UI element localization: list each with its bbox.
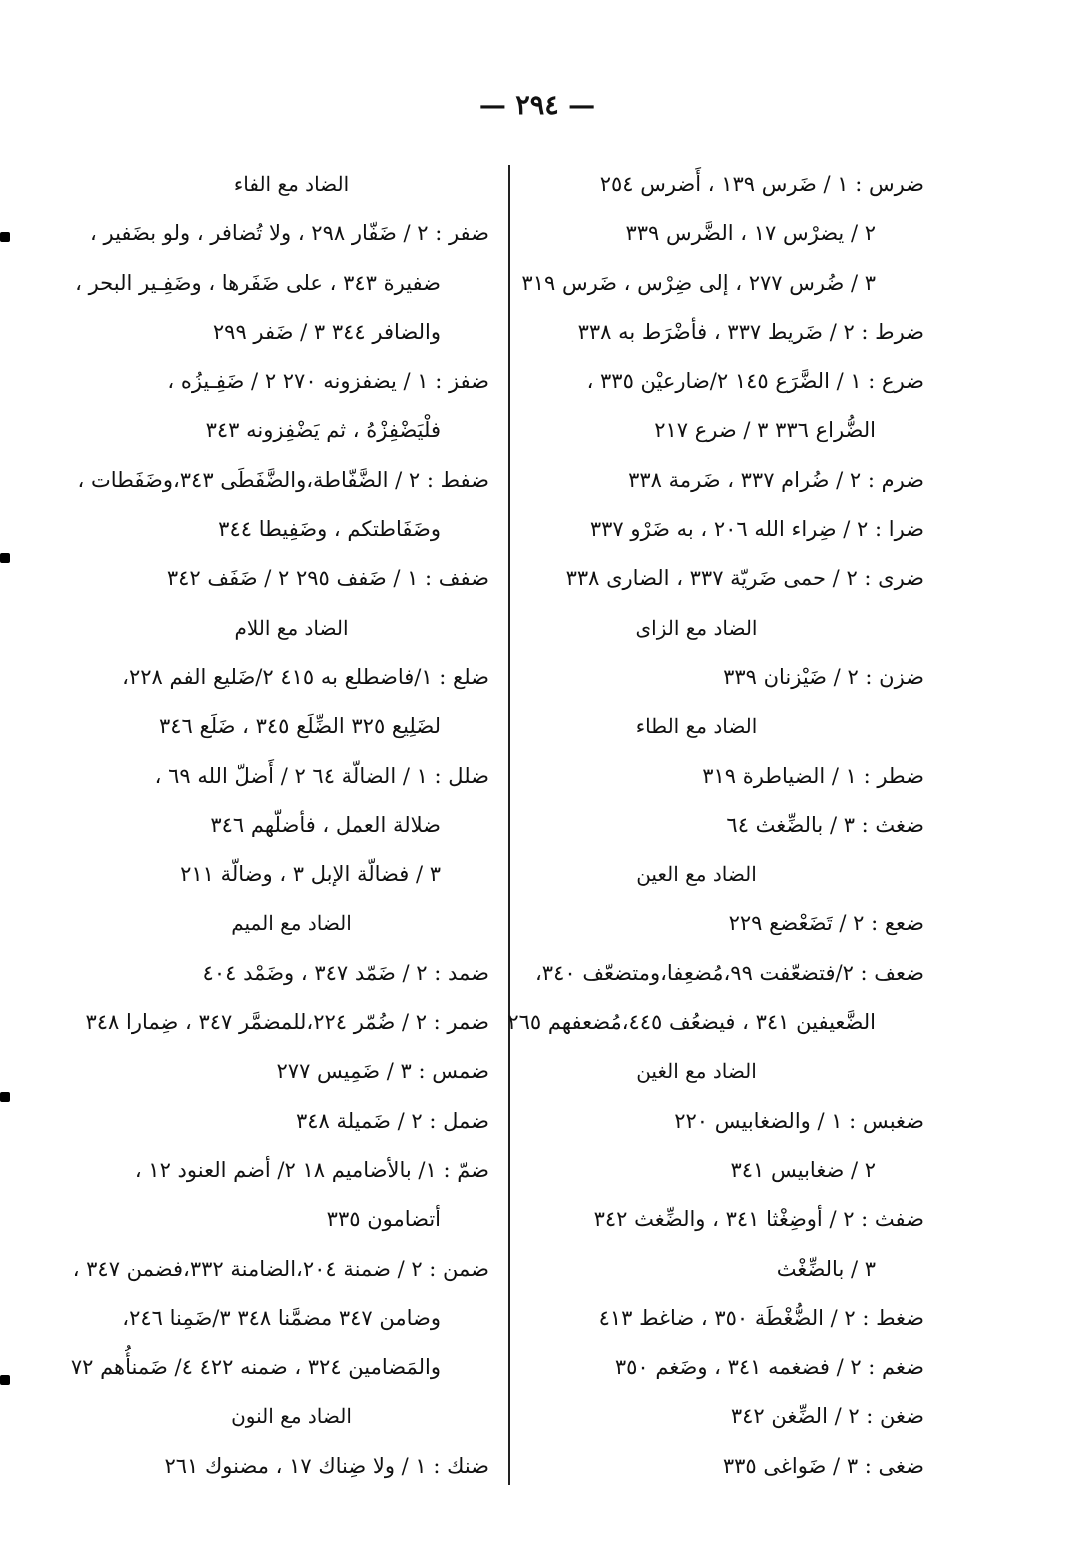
index-entry: ضفث : ٢ / أوضِغْثا ٣٤١ ، والضِّغث ٣٤٢ [593,1207,924,1232]
section-heading: الضاد مع الغين [636,1059,757,1084]
index-entry: ضطر : ١ / الضياطرة ٣١٩ [702,763,924,788]
index-entry: ضعع : ٢ / تَضَعْضع ٢٢٩ [728,911,924,936]
index-entry: ضمد : ٢ / ضَمّد ٣٤٧ ، وضَمْد ٤٠٤ [202,960,489,985]
index-entry: ضنك : ١ / ولا ضِناك ١٧ ، مضنوك ٢٦١ [164,1453,489,1478]
index-entry: ضغن : ٢ / الضِّغن ٣٤٢ [730,1404,924,1429]
edge-mark [0,1375,10,1385]
index-entry: ٣ / بالضِّغْث [776,1256,876,1281]
index-entry: وضامن ٣٤٧ مضمَّنا ٣٤٨ ٣/ضَمِنا ٢٤٦، [122,1305,441,1330]
index-entry: الضُّراع ٣٣٦ ٣ / ضرع ٢١٧ [654,418,876,443]
index-entry: الضَّعيفين ٣٤١ ، فيضعُف ٤٤٥،مُضعفهم ٢٦٥ [507,1010,876,1035]
index-entry: ضفيرة ٣٤٣ ، على ضَفَرها ، وضَفِـير البحر ، [75,270,441,295]
index-entry: وضَفَاطتكم ، وضَفِيطا ٣٤٤ [218,517,441,542]
index-entry: لضَلِيع ٣٢٥ الضِّلَع ٣٤٥ ، ضَلَع ٣٤٦ [159,714,441,739]
index-entry: ضفر : ٢ / ضَفّار ٢٩٨ ، ولا تُضافر ، ولو بضَفير ، [90,221,489,246]
section-heading: الضاد مع الميم [231,911,352,936]
index-entry: ضلل : ١ / الضالّة ٦٤ ٢ / أَضلّ الله ٦٩ ، [154,763,489,788]
index-entry: ضغى : ٣ / ضَواغى ٣٣٥ [722,1453,924,1478]
index-entry: فلْيَضْفِزْهُ ، ثم يَضْفِزونه ٣٤٣ [205,418,441,443]
index-entry: والضافر ٣٤٤ ٣ / ضَفر ٢٩٩ [212,319,441,344]
index-entry: ٢ / ضغابيس ٣٤١ [730,1157,876,1182]
index-entry: ضرا : ٢ / ضِراء الله ٢٠٦ ، به ضَرْو ٣٣٧ [589,517,924,542]
index-entry: ضرم : ٢ / ضُرام ٣٣٧ ، ضَرمة ٣٣٨ [628,467,924,492]
index-entry: ٣ / ضُرس ٢٧٧ ، إلى ضِرْس ، ضَرس ٣١٩ [521,270,876,295]
index-entry: ضغث : ٣ / بالضِّغث ٦٤ [726,812,924,837]
section-heading: الضاد مع الطاء [635,714,758,739]
index-entry: ضمن : ٢ / ضمنة ٢٠٤،الضامنة ٣٣٢،فضمن ٣٤٧ ، [72,1256,489,1281]
index-entry: ضغم : ٢ / فضغمه ٣٤١ ، وضَغم ٣٥٠ [614,1355,924,1380]
index-entry: ضرى : ٢ / حمى ضَريّة ٣٣٧ ، الضارى ٣٣٨ [565,566,924,591]
index-entry: ٣ / فضالّة الإبل ٣ ، وضالّة ٢١١ [180,862,441,887]
index-entry: والمَضامين ٣٢٤ ، ضمنه ٤٢٢ ٤/ ضَمنأُهم ٧٢ [70,1355,441,1380]
index-entry: ضزن : ٢ / ضَيْزنان ٣٣٩ [723,664,924,689]
index-entry: أتضامون ٣٣٥ [326,1207,441,1232]
index-entry: ٢ / يضرْس ١٧ ، الضَّرس ٣٣٩ [625,221,876,246]
index-entry: ضفز : ١ / يضفزونه ٢٧٠ ٢ / ضَفِـيزُه ، [167,369,489,394]
section-heading: الضاد مع اللام [234,615,349,640]
section-heading: الضاد مع الزاى [635,615,758,640]
index-entry: ضمّ : ١/ بالأضاميم ١٨ ٢/ أضم العنود ١٢ ، [134,1157,489,1182]
edge-mark [0,553,10,563]
index-entry: ضعف : ٢/فتضعّفت ٩٩،مُضعِفا،ومتضعّف ٣٤٠، [535,960,924,985]
section-heading: الضاد مع الفاء [233,172,350,196]
section-heading: الضاد مع النون [231,1404,352,1429]
page-number: — ٢٩٤ — [478,90,596,121]
index-entry: ضرط : ٢ / ضَريط ٣٣٧ ، فأضْرَط به ٣٣٨ [577,319,924,344]
index-entry: ضغط : ٢ / الضُّغْطَة ٣٥٠ ، ضاغط ٤١٣ [598,1305,924,1330]
index-entry: ضفط : ٢ / الضَّفّاطة،والضَّفَطَى ٣٤٣،وضَفَطات ، [77,467,489,492]
edge-mark [0,232,10,242]
right-column [469,160,924,1491]
index-entry: ضمل : ٢ / ضَميلة ٣٤٨ [295,1108,489,1133]
index-entry: ضرع : ١ / الضَّرَع ١٤٥ ٢/ضارعيْن ٣٣٥ ، [586,369,924,394]
index-entry: ضغبس : ١ / والضغابيس ٢٢٠ [674,1108,924,1133]
index-entry: ضمس : ٣ / ضَمِيس ٢٧٧ [276,1059,489,1084]
edge-mark [0,1092,10,1102]
index-entry: ضرس : ١ / ضَرس ١٣٩ ، أَضرس ٢٥٤ [599,172,924,196]
index-entry: ضمر : ٢ / ضُمّر ٢٢٤،للمضمَّر ٣٤٧ ، ضِمارا ٣٤٨ [85,1010,489,1035]
section-heading: الضاد مع العين [636,862,757,887]
index-entry: ضلالة العمل ، فأضلّهم ٣٤٦ [210,812,441,837]
index-entry: ضفف : ١ / ضَفف ٢٩٥ ٢ / ضَفَف ٣٤٢ [166,566,489,591]
left-column [34,160,489,1491]
index-entry: ضلع : ١/فاضطلع به ٤١٥ ٢/ضَليع الفم ٢٢٨، [122,664,489,689]
